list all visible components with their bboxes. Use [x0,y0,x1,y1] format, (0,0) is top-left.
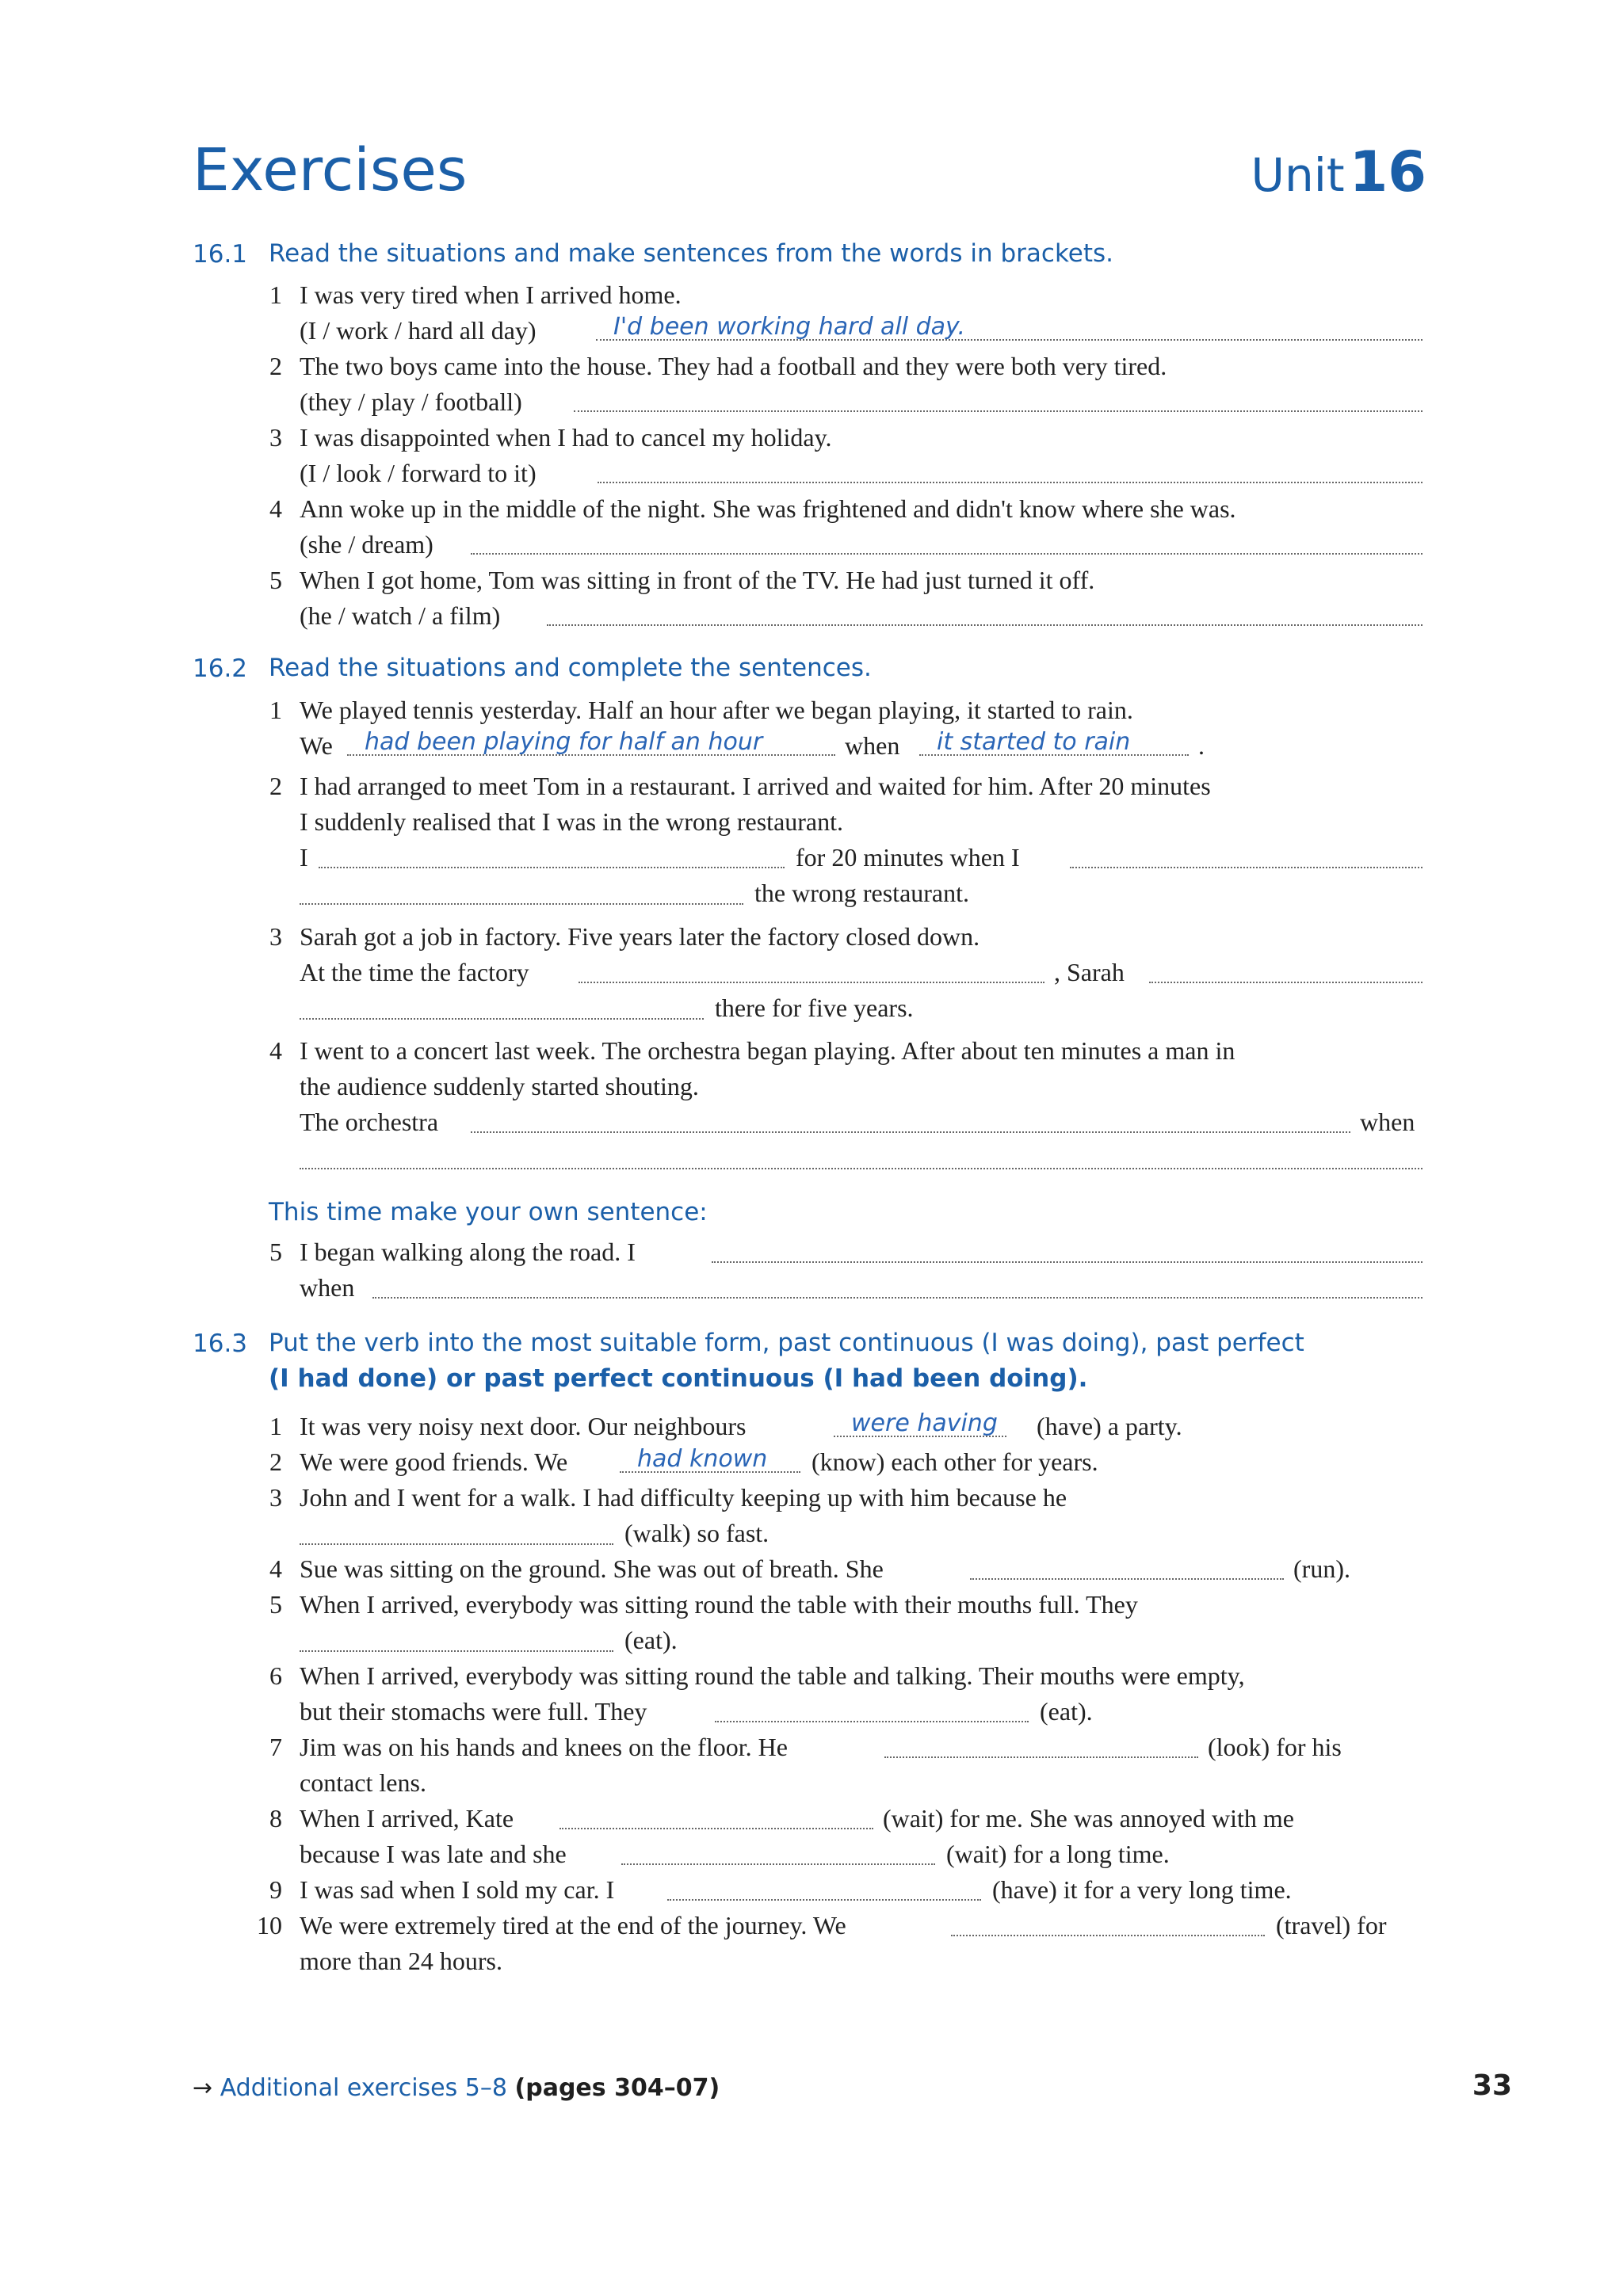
unit-number: 16 [1349,139,1426,204]
item-number: 2 [269,772,282,800]
item-number: 5 [269,1590,282,1619]
answer-line[interactable] [471,529,1423,555]
prompt-text: (she / dream) [300,530,433,559]
answer-line[interactable] [970,1554,1284,1580]
item-text: (wait) for a long time. [946,1840,1170,1868]
answer-line[interactable] [621,1840,935,1865]
arrow-icon: → [193,2074,213,2102]
section-instruction-16-1: Read the situations and make sentences from the words in brackets. [269,239,1114,268]
sentence-start: We [300,731,333,760]
item-text: but their stomachs were full. They [300,1697,647,1726]
item-number: 9 [269,1875,282,1904]
answer-line[interactable] [300,994,704,1020]
item-text: When I arrived, everybody was sitting round the table with their mouths full. They [300,1590,1138,1619]
handwritten-answer: had been playing for half an hour [365,728,763,756]
item-text: (eat). [624,1626,678,1654]
answer-line[interactable] [919,729,1189,756]
item-text: (walk) so fast. [624,1519,769,1547]
sentence-end: the wrong restaurant. [754,879,970,907]
answer-line[interactable] [596,315,1423,341]
situation-text: the audience suddenly started shouting. [300,1072,699,1100]
item-number: 2 [269,1447,282,1476]
prompt-text: (I / look / forward to it) [300,459,537,487]
answer-line[interactable] [1070,843,1423,868]
section-number-16-2: 16.2 [193,654,248,683]
item-text: We were good friends. We [300,1447,568,1476]
answer-line[interactable] [1149,958,1423,983]
answer-line[interactable] [347,729,835,756]
sentence-start: The orchestra [300,1108,439,1136]
sentence-end: . [1198,731,1205,760]
item-text: (have) it for a very long time. [992,1875,1292,1904]
item-number: 4 [269,1554,282,1583]
answer-line[interactable] [667,1875,981,1901]
answer-line[interactable] [834,1410,1006,1437]
answer-line[interactable] [300,879,743,905]
item-number: 4 [269,1036,282,1065]
situation-text: I had arranged to meet Tom in a restaurant. I arrived and waited for him. After 20 minutes [300,772,1211,800]
footer-pages: (pages 304–07) [514,2074,720,2102]
item-number: 10 [257,1911,282,1939]
additional-exercises-link[interactable]: Additional exercises 5–8 [220,2074,507,2102]
answer-line[interactable] [715,1697,1029,1722]
item-number: 3 [269,423,282,452]
answer-line[interactable] [300,1144,1423,1169]
answer-line[interactable] [598,458,1423,483]
item-number: 1 [269,1412,282,1440]
item-text: (wait) for me. She was annoyed with me [883,1804,1294,1833]
answer-line[interactable] [547,601,1423,626]
item-number: 1 [269,280,282,309]
item-text: (look) for his [1208,1733,1342,1761]
item-text: Jim was on his hands and knees on the floor. He [300,1733,788,1761]
answer-line[interactable] [300,1627,613,1652]
own-sentence-instruction: This time make your own sentence: [269,1198,708,1226]
sentence-word: when [845,731,900,760]
page-title: Exercises [193,136,468,204]
item-text: (travel) for [1276,1911,1387,1939]
answer-line[interactable] [884,1733,1198,1758]
situation-text: Ann woke up in the middle of the night. She was frightened and didn't know where she was. [300,494,1236,523]
section-instruction-16-3-line2: (I had done) or past perfect continuous (I had been doing). [269,1364,1088,1393]
sentence-start: At the time the factory [300,958,529,986]
footer-reference [193,2074,720,2102]
handwritten-answer: I'd been working hard all day. [613,313,965,341]
sentence-word: for 20 minutes when I [796,843,1020,871]
item-number: 4 [269,494,282,523]
item-text: (know) each other for years. [812,1447,1098,1476]
situation-text: I was very tired when I arrived home. [300,280,682,309]
item-number: 8 [269,1804,282,1833]
item-number: 3 [269,922,282,951]
answer-line[interactable] [471,1108,1350,1133]
situation-text: I suddenly realised that I was in the wrong restaurant. [300,807,844,836]
item-text: because I was late and she [300,1840,567,1868]
sentence-word: , Sarah [1054,958,1125,986]
sentence-start: I [300,843,308,871]
handwritten-answer: it started to rain [937,728,1131,756]
answer-line[interactable] [574,387,1423,412]
section-instruction-16-2: Read the situations and complete the sentences. [269,654,872,682]
answer-line[interactable] [319,843,785,868]
prompt-text: (I / work / hard all day) [300,316,537,345]
answer-line[interactable] [712,1238,1423,1263]
item-number: 2 [269,352,282,380]
situation-text: The two boys came into the house. They had a football and they were both very tired. [300,352,1167,380]
item-number: 6 [269,1661,282,1690]
sentence-end: there for five years. [715,994,914,1022]
section-instruction-16-3: Put the verb into the most suitable form, past continuous (I was doing), past perfect [269,1329,1304,1357]
handwritten-answer: had known [637,1445,768,1473]
situation-text: When I got home, Tom was sitting in front of the TV. He had just turned it off. [300,566,1095,594]
item-text: more than 24 hours. [300,1947,502,1975]
answer-line[interactable] [620,1446,800,1473]
item-text: Sue was sitting on the ground. She was out of breath. She [300,1554,884,1583]
answer-line[interactable] [579,958,1044,983]
section-number-16-1: 16.1 [193,240,248,269]
answer-line[interactable] [951,1911,1265,1936]
item-text: When I arrived, Kate [300,1804,514,1833]
answer-line[interactable] [372,1273,1423,1299]
item-text: (run). [1293,1554,1350,1583]
sentence-word: when [300,1273,355,1302]
item-number: 1 [269,696,282,724]
item-number: 7 [269,1733,282,1761]
unit-heading [1251,139,1427,204]
situation-text: We played tennis yesterday. Half an hour after we began playing, it started to rain. [300,696,1133,724]
item-text: I was sad when I sold my car. I [300,1875,615,1904]
answer-line[interactable] [559,1804,873,1829]
sentence-start: I began walking along the road. I [300,1238,636,1266]
section-number-16-3: 16.3 [193,1329,248,1358]
item-text: We were extremely tired at the end of the journey. We [300,1911,846,1939]
item-text: When I arrived, everybody was sitting round the table and talking. Their mouths were empty, [300,1661,1245,1690]
item-text: John and I went for a walk. I had difficulty keeping up with him because he [300,1483,1067,1512]
item-number: 3 [269,1483,282,1512]
item-number: 5 [269,1238,282,1266]
sentence-word: when [1360,1108,1415,1136]
prompt-text: (he / watch / a film) [300,601,501,630]
item-text: It was very noisy next door. Our neighbours [300,1412,747,1440]
prompt-text: (they / play / football) [300,387,522,416]
handwritten-answer: were having [851,1409,998,1437]
page-number: 33 [1472,2069,1512,2102]
situation-text: I was disappointed when I had to cancel my holiday. [300,423,832,452]
item-text: (eat). [1040,1697,1093,1726]
unit-label: Unit [1251,148,1345,202]
answer-line[interactable] [300,1520,613,1545]
item-text: (have) a party. [1037,1412,1182,1440]
item-text: contact lens. [300,1768,426,1797]
situation-text: I went to a concert last week. The orchestra began playing. After about ten minutes a man in [300,1036,1235,1065]
item-number: 5 [269,566,282,594]
situation-text: Sarah got a job in factory. Five years later the factory closed down. [300,922,980,951]
